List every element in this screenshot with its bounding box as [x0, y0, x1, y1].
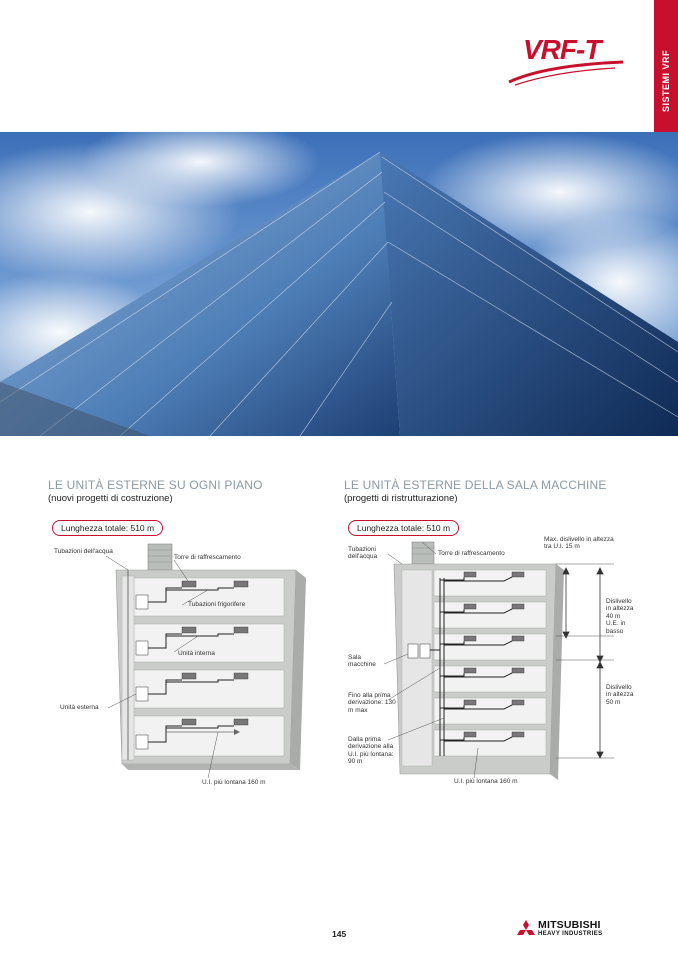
- label-water-pipes: Tubazioni dell'acqua: [54, 548, 113, 555]
- logo-text: VRF-T: [523, 34, 601, 65]
- label-height-difference-50: Dislivello in altezza 50 m: [606, 684, 634, 706]
- diagram-title: LE UNITÀ ESTERNE SU OGNI PIANO: [48, 478, 263, 492]
- label-outdoor-unit: Unità esterna: [60, 704, 99, 711]
- page-number: 145: [332, 929, 347, 939]
- building-illustration: [48, 478, 378, 818]
- label-farthest-unit: U.I. più lontana 160 m: [454, 778, 518, 785]
- label-water-pipes: Tubazioni dell'acqua: [348, 546, 378, 561]
- diagram-machine-room-outdoor-units: [344, 478, 674, 818]
- brand-subtitle: HEAVY INDUSTRIES: [538, 931, 603, 937]
- label-machine-room: Sala macchine: [348, 654, 376, 669]
- diagram-subtitle: (progetti di ristrutturazione): [344, 493, 458, 504]
- label-cooling-tower: Torre di raffrescamento: [438, 550, 505, 557]
- label-cooling-tower: Torre di raffrescamento: [174, 554, 241, 561]
- label-first-branch-130: Fino alla prima derivazione: 130 m max: [348, 692, 396, 714]
- label-max-height-difference: Max. dislivello in altezza tra U.I. 15 m: [544, 536, 614, 551]
- label-refrigerant-pipes: Tubazioni frigorifere: [188, 601, 246, 608]
- brand-name: MITSUBISHI: [538, 919, 601, 931]
- label-first-branch-90: Dalla prima derivazione alla U.I. più lontana: 90 m: [348, 736, 394, 766]
- label-height-difference-40: Dislivello in altezza 40 m U.E. in basso: [606, 598, 634, 635]
- section-label: SISTEMI VRF: [661, 49, 671, 113]
- building-illustration: [344, 478, 674, 818]
- mitsubishi-heavy-industries-logo: [516, 918, 636, 942]
- total-length-badge: Lunghezza totale: 510 m: [52, 520, 163, 536]
- label-indoor-unit: Unità interna: [178, 650, 215, 657]
- three-diamonds-icon: [516, 920, 536, 940]
- diagram-title: LE UNITÀ ESTERNE DELLA SALA MACCHINE: [344, 478, 607, 492]
- hero-skyscraper-image: [0, 132, 678, 436]
- total-length-badge: Lunghezza totale: 510 m: [348, 520, 459, 536]
- label-farthest-unit: U.I. più lontana 160 m: [202, 779, 266, 786]
- diagram-subtitle: (nuovi progetti di costruzione): [48, 493, 173, 504]
- vrf-t-logo: [505, 30, 627, 90]
- diagram-outdoor-units-per-floor: [48, 478, 378, 818]
